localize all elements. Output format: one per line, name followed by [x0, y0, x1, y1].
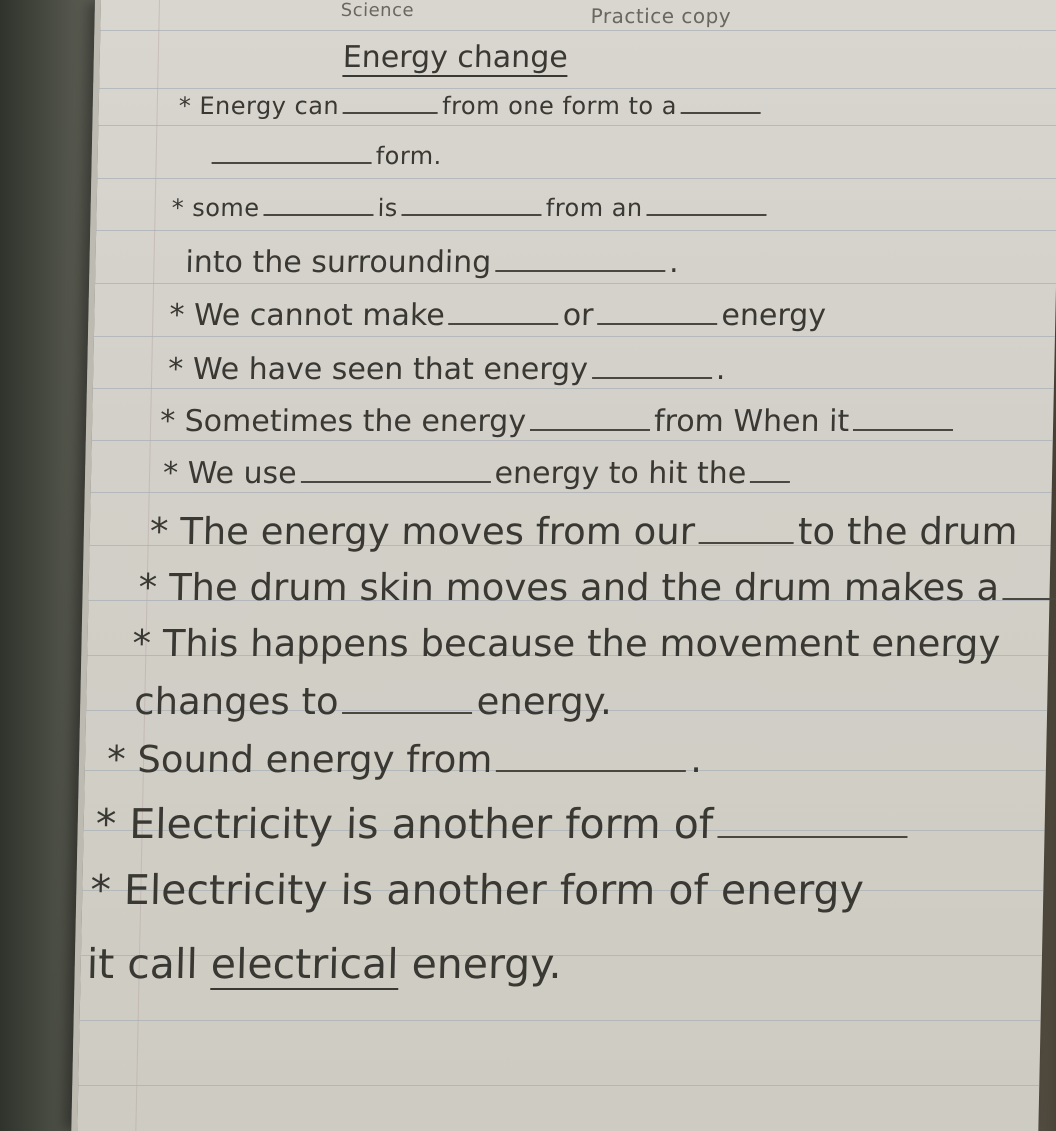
- line-5: * We cannot make or energy: [169, 298, 827, 333]
- line-1: * Energy can from one form to a: [178, 92, 765, 120]
- line-8: * We use energy to hit the: [163, 456, 795, 491]
- line-16: it call electrical energy.: [86, 940, 563, 988]
- notebook-page: [71, 0, 1056, 1131]
- line-15: * Electricity is another form of energy: [89, 866, 865, 914]
- header-subject: Science: [340, 0, 415, 21]
- line-10: * The drum skin moves and the drum makes a: [138, 566, 1056, 609]
- line-9: * The energy moves from our to the drum: [149, 510, 1018, 553]
- line-11: * This happens because the movement energy: [132, 622, 1001, 665]
- line-3: * some is from an: [171, 194, 771, 222]
- line-2: form.: [207, 142, 442, 170]
- line-12: changes to energy.: [133, 680, 613, 723]
- line-6: * We have seen that energy .: [167, 352, 726, 387]
- line-14: * Electricity is another form of: [95, 800, 912, 848]
- page-title: Energy change: [342, 40, 569, 75]
- line-4: into the surrounding .: [185, 245, 680, 280]
- line-13: * Sound energy from .: [106, 738, 703, 781]
- header-note: Practice copy: [590, 4, 732, 28]
- line-7: * Sometimes the energy from When it: [160, 404, 958, 439]
